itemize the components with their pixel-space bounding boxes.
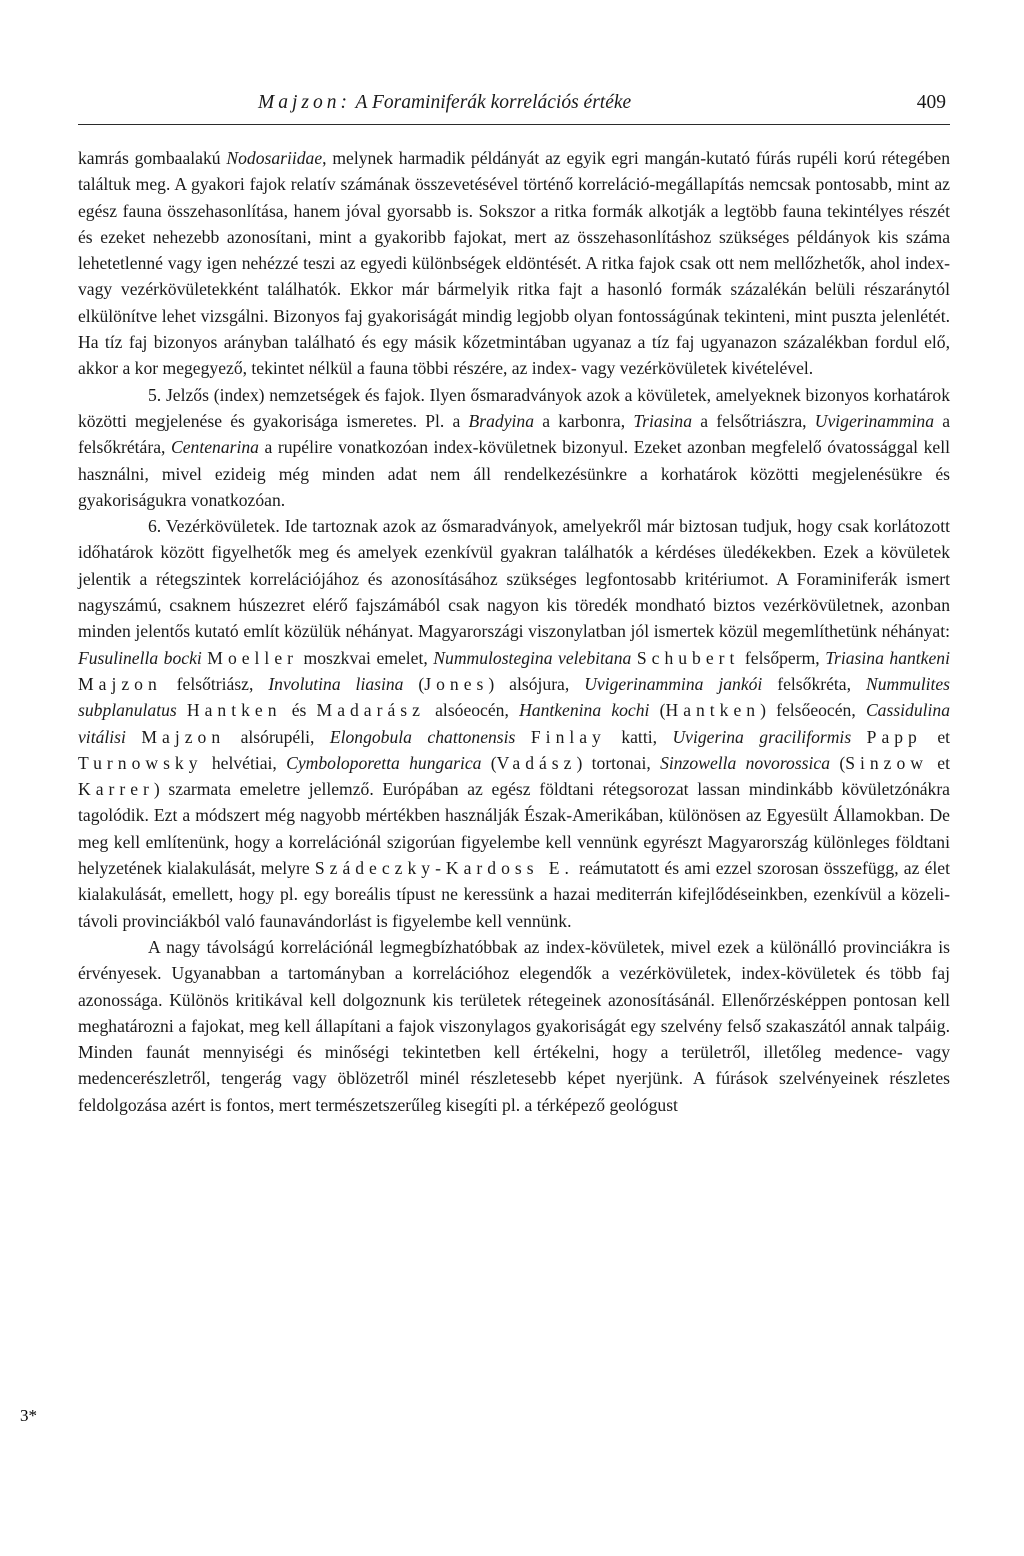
spaced-author-name: Moeller [207, 647, 298, 668]
italic-taxon: Fusulinella bocki [78, 647, 202, 668]
spaced-author-name: Hantken [665, 700, 761, 721]
italic-taxon: Cymboloporetta hungarica [286, 752, 482, 773]
text-run: ( [481, 752, 497, 773]
italic-taxon: Hantkenina kochi [519, 700, 650, 721]
italic-taxon: Nummulites subplanulatus [78, 673, 951, 721]
italic-taxon: Uvigerina graciliformis [672, 726, 852, 747]
spaced-author-name: Finlay [530, 726, 606, 747]
italic-taxon: Nodosariidae [226, 148, 323, 168]
page-number: 409 [916, 92, 946, 113]
header-author: Majzon: [258, 92, 351, 113]
running-header [78, 88, 950, 125]
text-run: A nagy távolságú korrelációnál legmegbízhatóbbak az index-kövületek, mivel ezek a különálló provinciákra is érvényesek. Ugyanabban a tartományban a korrelációhoz elegendők a vezérkövületek, index-kövületek és több faj azonossága. Különös kritikával kell dolgoznunk kis területek rétegeinek azonosításánál. Ellenőrzésképpen pontosan kell meghatározni a fajokat, meg kell állapítani a fajok viszonylagos gyakoriságát egy szelvény felső szakaszától annak talpáig. Minden faunát mennyiségi és minőségi tekintetben kell értékelni, hogy a területről, illetőleg medence- vagy medencerészletről, tengerág vagy öblözetről minél részletesebb képet nyerjünk. A fúrások szelvényeinek részletes feldolgozása azért is fontos, mert természetszerűleg kisegíti pl. a térképező geológust [78, 936, 950, 1115]
paragraph [78, 145, 950, 382]
text-run: 5. Jelzős (index) nemzetségek és fajok. Ilyen ősmaradványok azok a kövületek, amelyeknek bizonyos korhatárok közötti megjelenése és gyakorisága ismeretes. Pl. a [78, 384, 950, 431]
text-run: felsőkréta, [762, 673, 866, 694]
text-run: ( [403, 673, 425, 694]
text-run: helvétiai, [202, 752, 287, 773]
spaced-author-name: Szádeczky-Kardoss E. [314, 858, 574, 879]
text-run: a felsőtriászra, [692, 410, 815, 431]
paragraph [78, 513, 950, 934]
text-run: alsórupéli, [225, 726, 330, 747]
italic-taxon: Triasina hantkeni [825, 647, 950, 668]
spaced-author-name: Hantken [186, 700, 282, 721]
spaced-author-name: Schubert [636, 647, 740, 668]
italic-taxon: Elongobula chattonensis [329, 726, 516, 747]
spaced-author-name: Papp [866, 726, 922, 747]
text-run: a felsőkrétára, [78, 410, 950, 458]
italic-taxon: Nummulostegina velebitana [433, 647, 632, 668]
spaced-author-name: Madarász [316, 700, 425, 721]
text-run: ) tortonai, [576, 752, 661, 773]
text-run [177, 700, 187, 720]
text-run [851, 727, 866, 747]
text-run: ) szarmata emeletre jellemző. Európában az egész földtani rétegsorozat lassan mindinkább kövületzónákra tagolódik. Ezt a módszert még nagyobb mértékben használják Észak-Amerikában, különösen az Egyesült Államokban. De meg kell említenünk, hogy a korrelációnál szigorúan figyelembe kell vennünk egyrészt Magyarország különleges földtani helyzetének kialakulását, melyre [78, 779, 950, 879]
spaced-author-name: Vadász [496, 752, 577, 773]
text-run: moszkvai emelet, [298, 647, 434, 668]
text-run [515, 727, 530, 747]
text-run: felsőperm, [739, 647, 826, 668]
spaced-author-name: Karrer [78, 779, 154, 800]
spaced-author-name: Majzon [78, 673, 162, 694]
text-run: et [927, 752, 950, 773]
text-run: 6. Vezérkövületek. Ide tartoznak azok az ősmaradványok, amelyekről már biztosan tudjuk, hogy csak korlátozott időhatárok között figyelhetők meg és amelyek ezenkívül gyakran találhatók a kérdéses üledékekben. Ezek a kövületek jelentik a rétegszintek korrelációjához és azonosításához szükséges legfontosabb kritériumot. A Foraminiferák ismert nagyszámú, csaknem húszezret elérő fajszámából csak nagyon kis töredék mondható biztos vezérkövületnek, azonban minden jelentős kutató említ közülük néhányat. Magyarországi viszonylatban jól ismertek közül megemlíthetünk néhányat: [78, 516, 950, 642]
text-run: , melynek harmadik példányát az egyik egri mangán-kutató fúrás rupéli korú rétegében találtuk meg. A gyakori fajok relatív számának összevetésével történő korreláció-megállapítás nemcsak pontosabb, mint az egész fauna összehasonlítása, hanem jóval gyorsabb is. Sokszor a ritka formák alkotják a legtöbb fauna tekintélyes részét és ezeket nehezebb azonosítani, mint a gyakoribb fajokat, mert az összehasonlításhoz szükséges példányok kis száma lehetetlenné vagy igen nehézzé teszi az egyedi különbségek eldöntését. A ritka fajok csak ott nem mellőzhetők, ahol index- vagy vezérkövületekként találhatók. Ekkor már bármelyik ritka fajt a hasonló formák százalékán belüli részaránytól elkülönítve lehet vizsgálni. Bizonyos faj gyakoriságát mindig legjobb olyan fontosságúnak tekinteni, mint puszta jelenlétét. Ha tíz faj bizonyos arányban található és egy másik kőzetmintában ugyanaz a tíz faj ugyanazon százalékban fordul elő, akkor a kor megegyező, tekintet nélkül a fauna többi részére, az index- vagy vezérkövületek kivételével. [78, 148, 950, 379]
paragraph [78, 382, 950, 513]
spaced-author-name: Majzon [141, 726, 226, 747]
italic-taxon: Sinzowella novorossica [660, 752, 831, 773]
header-title: A Foraminiferák korrelációs értéke [355, 92, 632, 113]
italic-taxon: Cassidulina vitálisi [78, 700, 951, 747]
italic-taxon: Centenarina [170, 437, 259, 458]
spaced-author-name: Sinzow [845, 752, 928, 773]
signature-mark: 3* [20, 1406, 37, 1425]
text-run: et [921, 726, 951, 747]
italic-taxon: Bradyina [468, 410, 535, 431]
text-run: a rupélire vonatkozóan index-kövületnek bizonyul. Ezeket azonban megfelelő óvatossággal kell használni, mivel ezideig még minden adat nem áll rendelkezésünkre a korhatárok közötti megjelenésükre és gyakoriságukra vonatkozóan. [78, 437, 951, 510]
text-run: ) alsójura, [488, 673, 585, 694]
document-page [78, 88, 950, 1118]
text-run: és [281, 700, 317, 721]
italic-taxon: Triasina [633, 410, 693, 431]
text-run: a karbonra, [534, 410, 634, 431]
italic-taxon: Uvigerinammina [814, 410, 934, 431]
body-text [78, 145, 950, 1118]
text-run: reámutatott és ami ezzel szorosan összefügg, az élet kialakulását, emellett, hogy pl. egy boreális típust ne keressünk a hazai mediterrán kifejlődéseinkben, ezenkívül a közeli-távoli provinciákból való faunavándorlást is figyelembe kell vennünk. [78, 858, 950, 931]
italic-taxon: Uvigerinammina jankói [584, 673, 763, 694]
spaced-author-name: Turnowsky [78, 752, 203, 773]
text-run: ( [830, 752, 846, 773]
text-run: felsőtriász, [161, 673, 269, 694]
text-run: katti, [605, 726, 673, 747]
text-run [126, 727, 141, 747]
text-run: alsóeocén, [424, 700, 520, 721]
italic-taxon: Involutina liasina [268, 673, 404, 694]
text-run: kamrás gombaalakú [78, 148, 227, 168]
spaced-author-name: Jones [424, 673, 489, 694]
text-run: ) felsőeocén, [760, 700, 866, 721]
text-run: ( [649, 700, 666, 721]
paragraph [78, 934, 950, 1118]
running-title [258, 92, 631, 114]
